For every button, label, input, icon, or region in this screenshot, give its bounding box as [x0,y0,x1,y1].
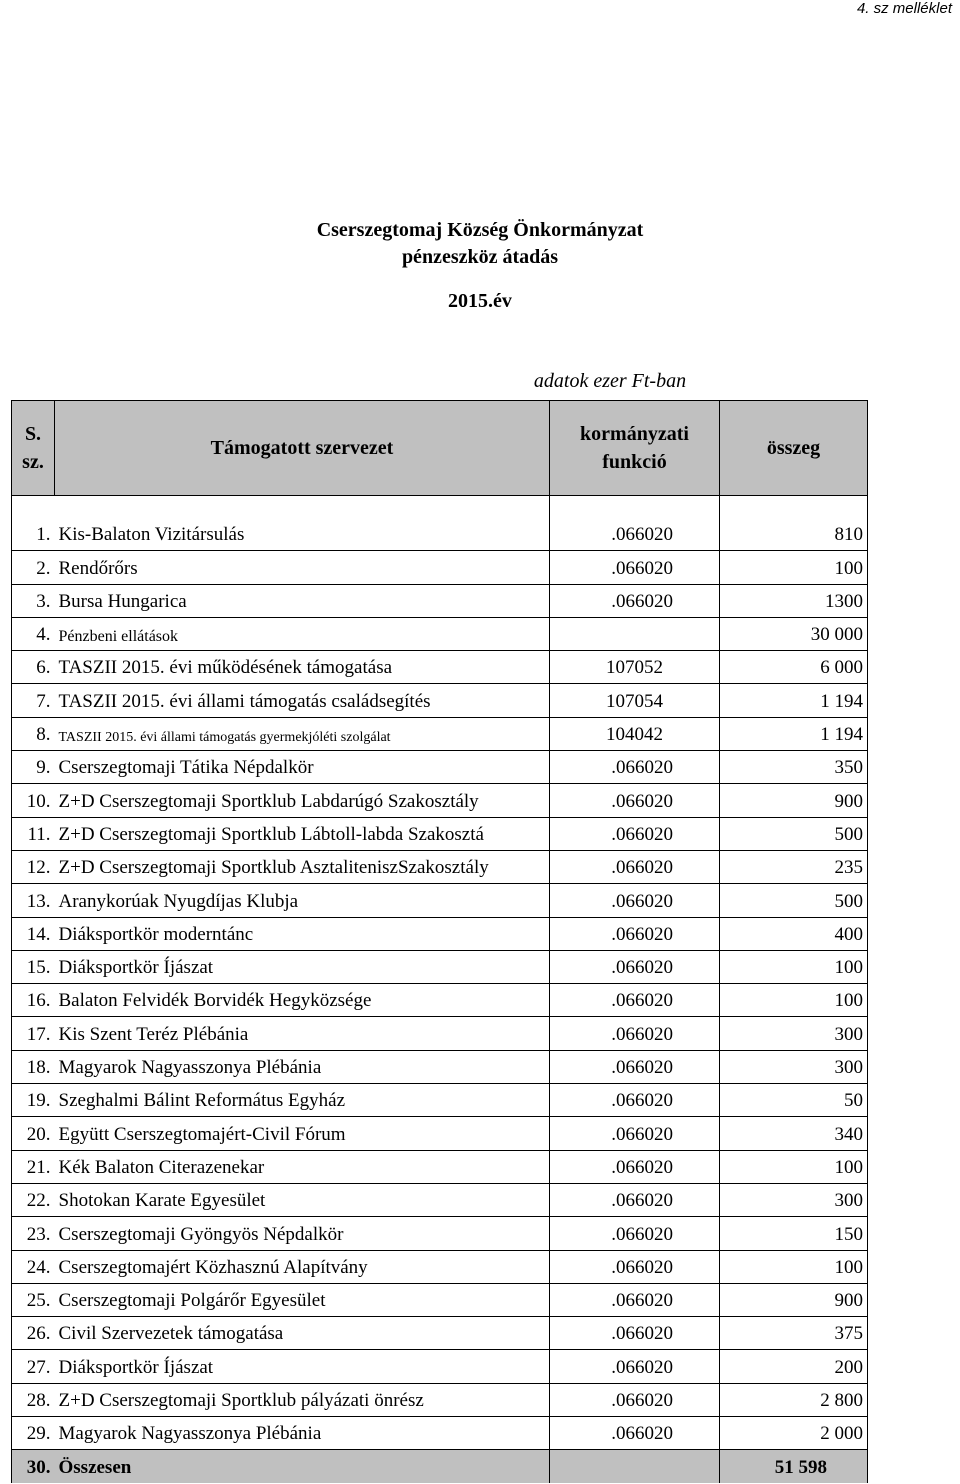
table-row [12,1383,868,1416]
row-amount: 100 [720,1250,868,1283]
row-organization: Diáksportkör Íjászat [55,1350,550,1383]
row-organization: Rendőrőrs [55,551,550,584]
row-number: 27. [12,1350,55,1383]
row-number: 26. [12,1317,55,1350]
row-number: 2. [12,551,55,584]
row-function-code [550,617,720,650]
row-amount: 100 [720,551,868,584]
total-number: 30. [12,1450,55,1483]
row-organization: Civil Szervezetek támogatása [55,1317,550,1350]
row-function-code: .066020 [550,1117,720,1150]
table-header-row [12,401,868,496]
row-organization: Pénzbeni ellátások [55,617,550,650]
row-amount: 30 000 [720,617,868,650]
row-number: 17. [12,1017,55,1050]
row-function-code: .066020 [550,1150,720,1183]
row-organization: Z+D Cserszegtomaji Sportklub pályázati önrész [55,1383,550,1416]
row-amount: 900 [720,1283,868,1316]
document-title: Cserszegtomaj Község Önkormányzat [316,219,644,241]
row-function-code: 107052 [550,651,720,684]
row-number: 12. [12,850,55,883]
header-function [550,401,720,496]
header-function-line1: kormányzati [580,423,689,445]
row-organization: Balaton Felvidék Borvidék Hegyközsége [55,984,550,1017]
table-row [12,1084,868,1117]
table-row [12,884,868,917]
row-organization: Cserszegtomaji Polgárőr Egyesület [55,1283,550,1316]
spacer-row [12,496,868,518]
table-row [12,850,868,883]
row-function-code: .066020 [550,917,720,950]
table-row [12,784,868,817]
row-organization: Kék Balaton Citerazenekar [55,1150,550,1183]
row-organization: Magyarok Nagyasszonya Plébánia [55,1050,550,1083]
row-function-code: .066020 [550,551,720,584]
table-row [12,617,868,650]
table-row [12,950,868,983]
table-row [12,1250,868,1283]
row-organization: Szeghalmi Bálint Református Egyház [55,1084,550,1117]
row-amount: 300 [720,1017,868,1050]
spacer-cell [550,496,720,518]
row-number: 29. [12,1417,55,1450]
unit-note: adatok ezer Ft-ban [533,370,687,392]
table-row [12,1117,868,1150]
header-serial-line1: S. [24,423,42,445]
row-amount: 810 [720,518,868,551]
row-number: 19. [12,1084,55,1117]
row-organization: Z+D Cserszegtomaji Sportklub AsztaliteniszSzakosztály [55,850,550,883]
row-organization: Aranykorúak Nyugdíjas Klubja [55,884,550,917]
row-organization: Cserszegtomajért Közhasznú Alapítvány [55,1250,550,1283]
row-function-code: 107054 [550,684,720,717]
row-function-code: .066020 [550,1350,720,1383]
row-number: 21. [12,1150,55,1183]
row-number: 13. [12,884,55,917]
row-function-code: .066020 [550,950,720,983]
row-number: 23. [12,1217,55,1250]
row-amount: 50 [720,1084,868,1117]
funding-table [11,400,868,1483]
row-amount: 500 [720,817,868,850]
row-amount: 1 194 [720,717,868,750]
row-organization: Együtt Cserszegtomajért-Civil Fórum [55,1117,550,1150]
row-amount: 350 [720,751,868,784]
row-function-code: .066020 [550,1317,720,1350]
total-row [12,1450,868,1483]
row-amount: 375 [720,1317,868,1350]
row-organization: Diáksportkör moderntánc [55,917,550,950]
row-organization: Bursa Hungarica [55,584,550,617]
row-number: 11. [12,817,55,850]
row-function-code: .066020 [550,1017,720,1050]
table-row [12,551,868,584]
row-organization: TASZII 2015. évi állami támogatás gyermekjóléti szolgálat [55,717,550,750]
row-function-code: .066020 [550,584,720,617]
table-row [12,1183,868,1216]
row-function-code: .066020 [550,850,720,883]
header-serial-line2: sz. [22,451,44,473]
table-row [12,984,868,1017]
row-number: 28. [12,1383,55,1416]
row-function-code: .066020 [550,1383,720,1416]
row-function-code: .066020 [550,1417,720,1450]
total-function-code [550,1450,720,1483]
row-function-code: .066020 [550,1217,720,1250]
row-organization: TASZII 2015. évi működésének támogatása [55,651,550,684]
spacer-cell [12,496,55,518]
row-amount: 200 [720,1350,868,1383]
table-row [12,1317,868,1350]
row-amount: 6 000 [720,651,868,684]
table-row [12,1050,868,1083]
document-year: 2015.év [448,290,512,312]
row-number: 9. [12,751,55,784]
row-number: 7. [12,684,55,717]
row-function-code: .066020 [550,884,720,917]
row-number: 6. [12,651,55,684]
row-amount: 1 194 [720,684,868,717]
row-organization: Z+D Cserszegtomaji Sportklub Lábtoll-labda Szakosztá [55,817,550,850]
document-subtitle: pénzeszköz átadás [401,246,559,268]
total-label: Összesen [55,1450,550,1483]
header-function-line2: funkció [602,451,667,473]
row-number: 14. [12,917,55,950]
row-function-code: .066020 [550,1183,720,1216]
row-organization: Cserszegtomaji Gyöngyös Népdalkör [55,1217,550,1250]
row-amount: 400 [720,917,868,950]
table-row [12,817,868,850]
row-function-code: .066020 [550,1084,720,1117]
row-function-code: .066020 [550,817,720,850]
row-amount: 100 [720,950,868,983]
header-amount: összeg [720,401,868,496]
row-organization: Z+D Cserszegtomaji Sportklub Labdarúgó Szakosztály [55,784,550,817]
row-amount: 300 [720,1050,868,1083]
row-number: 8. [12,717,55,750]
row-amount: 235 [720,850,868,883]
row-amount: 500 [720,884,868,917]
row-organization: Kis-Balaton Vizitársulás [55,518,550,551]
header-organization: Támogatott szervezet [55,401,550,496]
table-row [12,651,868,684]
table-row [12,1217,868,1250]
row-number: 20. [12,1117,55,1150]
row-organization: Magyarok Nagyasszonya Plébánia [55,1417,550,1450]
row-amount: 900 [720,784,868,817]
row-function-code: .066020 [550,1283,720,1316]
row-organization: TASZII 2015. évi állami támogatás családsegítés [55,684,550,717]
row-number: 22. [12,1183,55,1216]
table-row [12,717,868,750]
table-row [12,684,868,717]
annex-label: 4. sz melléklet [856,0,952,17]
row-number: 24. [12,1250,55,1283]
row-amount: 1300 [720,584,868,617]
row-function-code: .066020 [550,984,720,1017]
table-row [12,1417,868,1450]
row-organization: Cserszegtomaji Tátika Népdalkör [55,751,550,784]
spacer-cell [55,496,550,518]
table-row [12,1017,868,1050]
table-row [12,1150,868,1183]
table-row [12,1283,868,1316]
table-row [12,751,868,784]
row-number: 25. [12,1283,55,1316]
total-amount: 51 598 [720,1450,868,1483]
row-amount: 100 [720,984,868,1017]
row-number: 16. [12,984,55,1017]
row-number: 10. [12,784,55,817]
row-amount: 340 [720,1117,868,1150]
row-organization: Shotokan Karate Egyesület [55,1183,550,1216]
table-row [12,917,868,950]
row-organization: Diáksportkör Íjászat [55,950,550,983]
row-number: 15. [12,950,55,983]
row-function-code: .066020 [550,1050,720,1083]
row-number: 18. [12,1050,55,1083]
row-organization: Kis Szent Teréz Plébánia [55,1017,550,1050]
row-amount: 100 [720,1150,868,1183]
row-number: 3. [12,584,55,617]
row-function-code: 104042 [550,717,720,750]
header-serial [12,401,55,496]
spacer-cell [720,496,868,518]
row-function-code: .066020 [550,518,720,551]
row-amount: 2 000 [720,1417,868,1450]
table-row [12,518,868,551]
row-function-code: .066020 [550,1250,720,1283]
row-function-code: .066020 [550,751,720,784]
row-number: 1. [12,518,55,551]
table-row [12,584,868,617]
table-row [12,1350,868,1383]
row-number: 4. [12,617,55,650]
row-function-code: .066020 [550,784,720,817]
row-amount: 2 800 [720,1383,868,1416]
row-amount: 150 [720,1217,868,1250]
row-amount: 300 [720,1183,868,1216]
